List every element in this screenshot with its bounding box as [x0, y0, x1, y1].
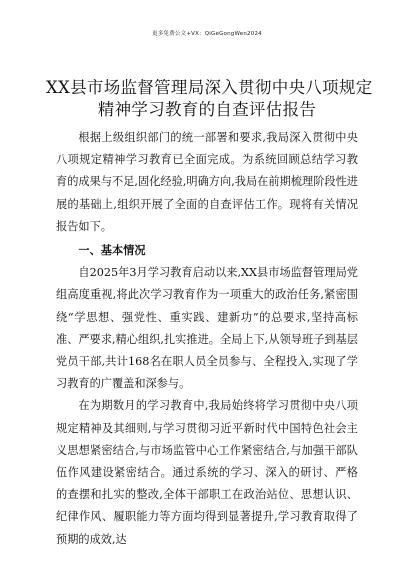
title-line-2: 精神学习教育的自查评估报告 [97, 100, 317, 119]
section-heading-basic-info: 一、基本情况 [78, 244, 146, 258]
intro-paragraph: 根据上级组织部门的统一部署和要求,我局深入贯彻中央八项规定精神学习教育已全面完成。为系统回顾总结学习教育的成果与不足,固化经验,明确方向,我局在前期梳理阶段性进展的基础上,组织开展了全面的自查评估工作。现将有关情况报告如下。 [56, 131, 358, 233]
header-note: 更多免费公文+VX：QiGeGongWen2024 [152, 31, 262, 37]
body-paragraph-1: 自2025年3月学习教育启动以来,XX县市场监督管理局党组高度重视,将此次学习教育作为一项重大的政治任务,紧密围绕“学思想、强党性、重实践、建新功”的总要求,坚持高标准、严要求,精心组织,扎实推进。全局上下,从领导班子到基层党员干部,共计168名在职人员全员参与、全程投入,实现了学习教育的广覆盖和深参与。 [56, 266, 358, 391]
body-paragraph-2: 在为期数月的学习教育中,我局始终将学习贯彻中央八项规定精神及其细则,与学习贯彻习近平新时代中国特色社会主义思想紧密结合,与市场监管中心工作紧密结合,与加强干部队伍作风建设紧密结合。通过系统的学习、深入的研讨、严格的查摆和扎实的整改,全体干部职工在政治站位、思想认识、纪律作风、履职能力等方面均得到显著提升,学习教育取得了预期的成效,达 [56, 399, 358, 546]
document-title [46, 77, 373, 121]
title-line-1: XX县市场监督管理局深入贯彻中央八项规定 [46, 78, 373, 97]
